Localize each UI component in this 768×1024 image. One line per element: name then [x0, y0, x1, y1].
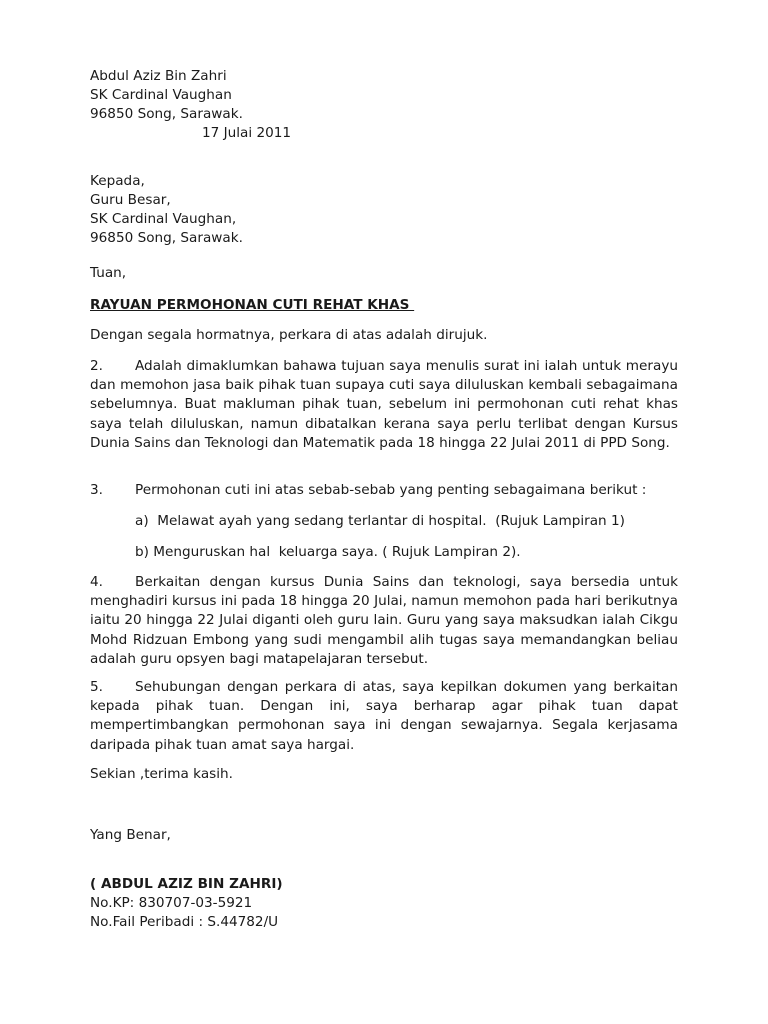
- paragraph-text: Permohonan cuti ini atas sebab-sebab yang penting sebagaimana berikut :: [135, 482, 647, 498]
- personal-file-number: No.Fail Peribadi : S.44782/U: [90, 914, 279, 930]
- ic-number: No.KP: 830707-03-5921: [90, 895, 253, 911]
- paragraph-number: 3.: [90, 482, 103, 498]
- sender-address: 96850 Song, Sarawak.: [90, 106, 243, 122]
- recipient-to: Kepada,: [90, 173, 145, 189]
- letter-date: 17 Julai 2011: [202, 125, 292, 141]
- greeting: Tuan,: [90, 265, 127, 281]
- sender-name: Abdul Aziz Bin Zahri: [90, 68, 227, 84]
- reason-item: a) Melawat ayah yang sedang terlantar di hospital. (Rujuk Lampiran 1): [135, 513, 625, 529]
- recipient-address: 96850 Song, Sarawak.: [90, 230, 243, 246]
- paragraph-4: [90, 573, 678, 669]
- reason-item: b) Menguruskan hal keluarga saya. ( Rujuk Lampiran 2).: [135, 544, 521, 560]
- paragraph-3: [90, 481, 678, 500]
- recipient-school: SK Cardinal Vaughan,: [90, 211, 237, 227]
- paragraph-text: Adalah dimaklumkan bahawa tujuan saya menulis surat ini ialah untuk merayu dan memohon jasa baik pihak tuan supaya cuti saya diluluskan kembali sebagaimana sebelumnya. Buat makluman pihak tuan, sebelum ini permohonan cuti rehat khas saya telah diluluskan, namun dibatalkan kerana saya perlu terlibat dengan Kursus Dunia Sains dan Teknologi dan Matematik pada 18 hingga 22 Julai 2011 di PPD Song.: [90, 358, 678, 451]
- paragraph-2: [90, 357, 678, 453]
- paragraph-5: [90, 678, 678, 755]
- paragraph-text: Sehubungan dengan perkara di atas, saya kepilkan dokumen yang berkaitan kepada pihak tuan. Dengan ini, saya berharap agar pihak tuan dapat mempertimbangkan permohonan saya ini dengan sewajarnya. Segala kerjasama daripada pihak tuan amat saya hargai.: [90, 679, 678, 753]
- sender-school: SK Cardinal Vaughan: [90, 87, 232, 103]
- recipient-title: Guru Besar,: [90, 192, 171, 208]
- closing-line: Sekian ,terima kasih.: [90, 766, 233, 782]
- paragraph-number: 4.: [90, 574, 103, 590]
- paragraph-number: 5.: [90, 679, 103, 695]
- paragraph-number: 2.: [90, 358, 103, 374]
- paragraph-text: Berkaitan dengan kursus Dunia Sains dan teknologi, saya bersedia untuk menghadiri kursus ini pada 18 hingga 20 Julai, namun memohon pada hari berikutnya iaitu 20 hingga 22 Julai diganti oleh guru lain. Guru yang saya maksudkan ialah Cikgu Mohd Ridzuan Embong yang sudi mengambil alih tugas saya memandangkan beliau adalah guru opsyen bagi matapelajaran tersebut.: [90, 574, 678, 667]
- signoff: Yang Benar,: [90, 827, 171, 843]
- opening-line: Dengan segala hormatnya, perkara di atas adalah dirujuk.: [90, 327, 488, 343]
- signature-name: ( ABDUL AZIZ BIN ZAHRI): [90, 876, 283, 892]
- letter-subject: RAYUAN PERMOHONAN CUTI REHAT KHAS: [90, 297, 415, 313]
